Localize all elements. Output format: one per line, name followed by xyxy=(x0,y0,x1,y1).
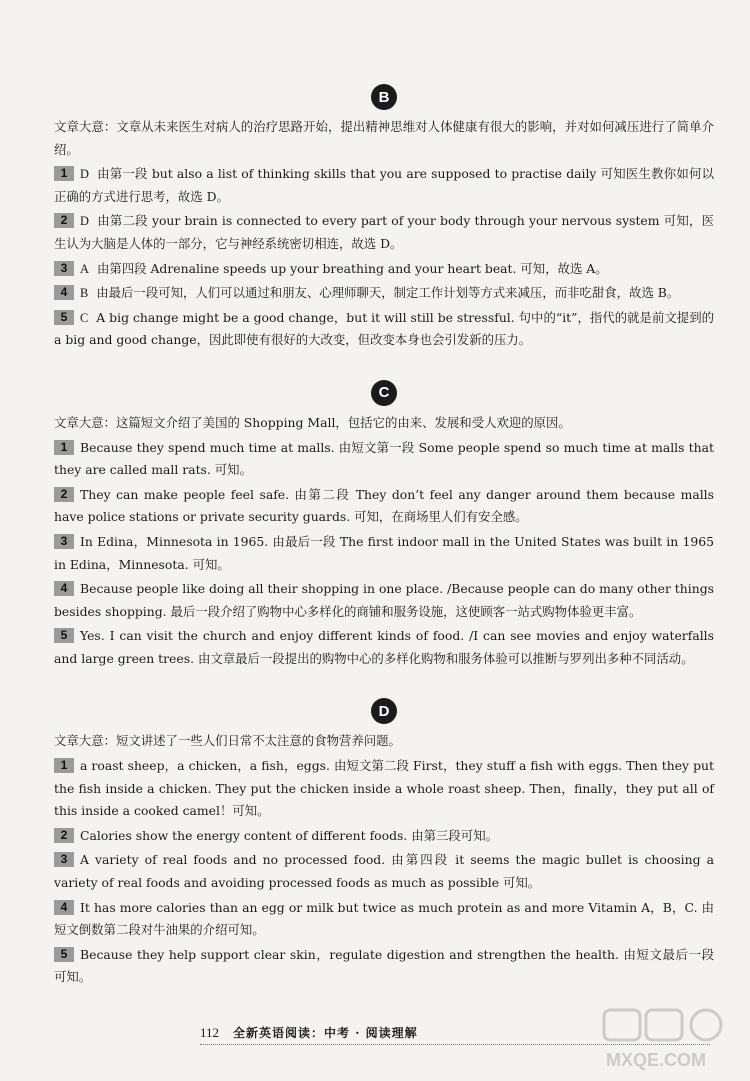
answer-item xyxy=(54,897,714,942)
answer-letter: D xyxy=(80,214,89,229)
watermark-logo-icon xyxy=(600,1006,730,1074)
answer-item xyxy=(54,531,714,576)
question-number: 1 xyxy=(54,758,74,773)
answer-page xyxy=(54,84,714,1017)
answer-text: Because people like doing all their shopping in one place. /Because people can do many other things besides shopping. 最后一段介绍了购物中心多样化的商铺和服务设施，这使顾客一站式购物体验更丰富。 xyxy=(54,581,714,619)
section-b xyxy=(54,84,714,352)
question-number: 4 xyxy=(54,581,74,596)
question-number: 5 xyxy=(54,947,74,962)
book-title: 全新英语阅读：中考 · 阅读理解 xyxy=(233,1026,418,1040)
answer-text: A big change might be a good change，but it will still be stressful. 句中的“it”，指代的就是前文提到的 a big and good change，因此即使有很好的大改变，但改变本身也会引发新的压力。 xyxy=(54,309,714,348)
answer-text: a roast sheep，a chicken，a fish，eggs. 由短文第二段 First，they stuff a fish with eggs. Then they put the fish inside a chicken. They put the chicken inside a whole roast sheep. Then，finally，they put all of this inside a cooked camel！可知。 xyxy=(54,758,714,819)
answer-item xyxy=(54,282,714,305)
answer-item xyxy=(54,825,714,848)
watermark-text: MXQE.COM xyxy=(606,1050,707,1070)
answer-text: 由第四段 Adrenaline speeds up your breathing and your heart beat. 可知，故选 A。 xyxy=(96,260,608,276)
answer-text: It has more calories than an egg or milk but twice as much protein as and more Vitamin A，B，C. 由短文倒数第二段对牛油果的介绍可知。 xyxy=(54,899,714,938)
section-b-summary: 文章大意：文章从未来医生对病人的治疗思路开始，提出精神思维对人体健康有很大的影响，并对如何减压进行了简单介绍。 xyxy=(54,119,714,157)
section-d-summary: 文章大意：短文讲述了一些人们日常不太注意的食物营养问题。 xyxy=(54,733,401,749)
answer-letter: D xyxy=(80,167,89,182)
answer-text: They can make people feel safe. 由第二段 They don’t feel any danger around them because malls have police stations or private security guards. 可知，在商场里人们有安全感。 xyxy=(54,486,714,525)
section-c-badge: C xyxy=(371,380,397,406)
answer-item xyxy=(54,258,714,281)
question-number: 4 xyxy=(54,285,74,300)
question-number: 3 xyxy=(54,261,74,276)
question-number: 1 xyxy=(54,440,74,455)
section-c-summary: 文章大意：这篇短文介绍了美国的 Shopping Mall，包括它的由来、发展和受人欢迎的原因。 xyxy=(54,414,571,430)
answer-item xyxy=(54,307,714,352)
answer-text: In Edina，Minnesota in 1965. 由最后一段 The first indoor mall in the United States was built in 1965 in Edina，Minnesota. 可知。 xyxy=(54,533,714,572)
question-number: 5 xyxy=(54,628,74,643)
answer-text: Because they help support clear skin，regulate digestion and strengthen the health. 由短文最后一段可知。 xyxy=(54,946,714,985)
answer-item xyxy=(54,484,714,529)
question-number: 3 xyxy=(54,852,74,867)
answer-text: A variety of real foods and no processed food. 由第四段 it seems the magic bullet is choosing a variety of real foods and avoiding processed foods as much as possible 可知。 xyxy=(54,852,714,891)
answer-text: Yes. I can visit the church and enjoy different kinds of food. /I can see movies and enjoy waterfalls and large green trees. 由文章最后一段提出的购物中心的多样化购物和服务体验可以推断与罗列出多种不同活动。 xyxy=(54,628,714,666)
question-number: 2 xyxy=(54,213,74,228)
answer-item xyxy=(54,849,714,894)
question-number: 2 xyxy=(54,487,74,502)
answer-letter: A xyxy=(80,261,89,276)
section-b-badge: B xyxy=(371,84,397,110)
section-d xyxy=(54,698,714,989)
answer-item xyxy=(54,625,714,670)
page-number: 112 xyxy=(200,1025,220,1040)
answer-item xyxy=(54,210,714,255)
answer-item xyxy=(54,755,714,823)
answer-item xyxy=(54,578,714,623)
section-c xyxy=(54,380,714,671)
section-d-badge: D xyxy=(371,698,397,724)
answer-text: Calories show the energy content of different foods. 由第三段可知。 xyxy=(80,827,498,843)
answer-item xyxy=(54,944,714,989)
question-number: 4 xyxy=(54,900,74,915)
question-number: 1 xyxy=(54,166,74,181)
answer-letter: C xyxy=(80,310,89,325)
question-number: 5 xyxy=(54,310,74,325)
answer-text: Because they spend much time at malls. 由短文第一段 Some people spend so much time at malls that they are called mall rats. 可知。 xyxy=(54,439,714,478)
answer-letter: B xyxy=(80,286,89,301)
answer-item xyxy=(54,163,714,208)
answer-text: 由最后一段可知，人们可以通过和朋友、心理师聊天，制定工作计划等方式来减压，而非吃甜食，故选 B。 xyxy=(96,285,680,301)
answer-text: 由第二段 your brain is connected to every part of your body through your nervous system 可知，医生认为大脑是人体的一部分，它与神经系统密切相连，故选 D。 xyxy=(54,213,714,251)
question-number: 3 xyxy=(54,534,74,549)
answer-text: 由第一段 but also a list of thinking skills that you are supposed to practise daily 可知医生教你如何以正确的方式进行思考，故选 D。 xyxy=(54,166,714,204)
answer-item xyxy=(54,437,714,482)
question-number: 2 xyxy=(54,828,74,843)
